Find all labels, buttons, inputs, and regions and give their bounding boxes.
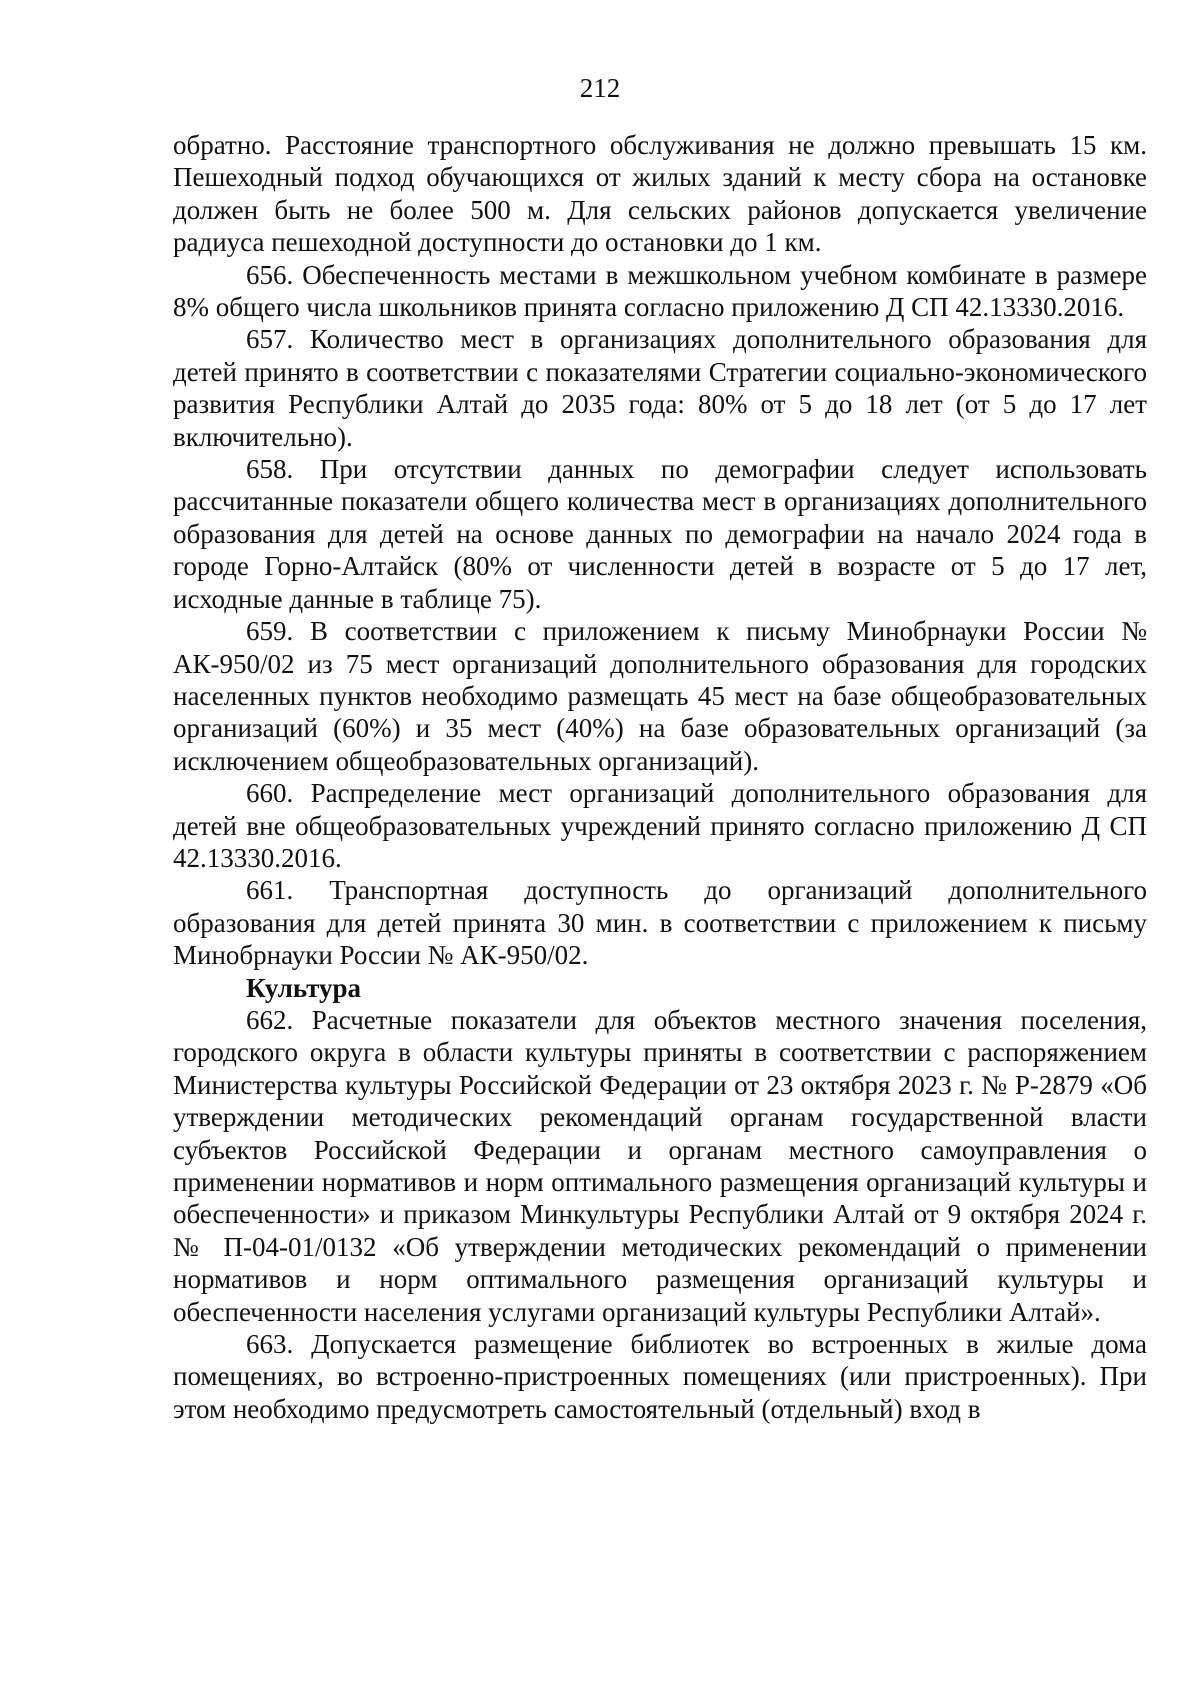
paragraph-660: 660. Распределение мест организаций дополнительного образования для детей вне общеобразовательных учреждений принято согласно приложению Д СП 42.13330.2016. bbox=[173, 778, 1147, 873]
paragraph-662: 662. Расчетные показатели для объектов местного значения поселения, городского округа в области культуры приняты в соответствии с распоряжением Министерства культуры Российской Федерации от 23 октября 2023 г. № Р-2879 «Об утверждении методических рекомендаций органам государственной власти субъектов Российской Федерации и органам местного самоуправления о применении нормативов и норм оптимального размещения организаций культуры и обеспеченности» и приказом Минкультуры Республики Алтай от 9 октября 2024 г. № П-04-01/0132 «Об утверждении методических рекомендаций о применении нормативов и норм оптимального размещения организаций культуры и обеспеченности населения услугами организаций культуры Республики Алтай». bbox=[173, 1004, 1147, 1327]
paragraph-659: 659. В соответствии с приложением к письму Минобрнауки России № АК-950/02 из 75 мест организаций дополнительного образования для городских населенных пунктов необходимо размещать 45 мест на базе общеобразовательных организаций (60%) и 35 мест (40%) на базе образовательных организаций (за исключением общеобразовательных организаций). bbox=[173, 616, 1147, 776]
page-number: 212 bbox=[579, 73, 621, 103]
paragraph-661: 661. Транспортная доступность до организаций дополнительного образования для детей принята 30 мин. в соответствии с приложением к письму Минобрнауки России № АК-950/02. bbox=[173, 875, 1147, 971]
paragraph-656: 656. Обеспеченность местами в межшкольном учебном комбинате в размере 8% общего числа школьников принята согласно приложению Д СП 42.13330.2016. bbox=[173, 259, 1147, 323]
paragraph-658: 658. При отсутствии данных по демографии следует использовать рассчитанные показатели общего количества мест в организациях дополнительного образования для детей на основе данных по демографии на начало 2024 года в городе Горно-Алтайск (80% от численности детей в возрасте от 5 до 17 лет, исходные данные в таблице 75). bbox=[173, 454, 1147, 614]
document-body bbox=[173, 129, 1147, 1425]
paragraph-663: 663. Допускается размещение библиотек во встроенных в жилые дома помещениях, во встроенно-пристроенных помещениях (или пристроенных). При этом необходимо предусмотреть самостоятельный (отдельный) вход в bbox=[173, 1329, 1147, 1424]
section-heading-culture: Культура bbox=[246, 972, 362, 1003]
paragraph-continued: обратно. Расстояние транспортного обслуживания не должно превышать 15 км. Пешеходный подход обучающихся от жилых зданий к месту сбора на остановке должен быть не более 500 м. Для сельских районов допускается увеличение радиуса пешеходной доступности до остановки до 1 км. bbox=[173, 130, 1147, 258]
paragraph-657: 657. Количество мест в организациях дополнительного образования для детей принято в соответствии с показателями Стратегии социально-экономического развития Республики Алтай до 2035 года: 80% от 5 до 18 лет (от 5 до 17 лет включительно). bbox=[173, 324, 1147, 452]
